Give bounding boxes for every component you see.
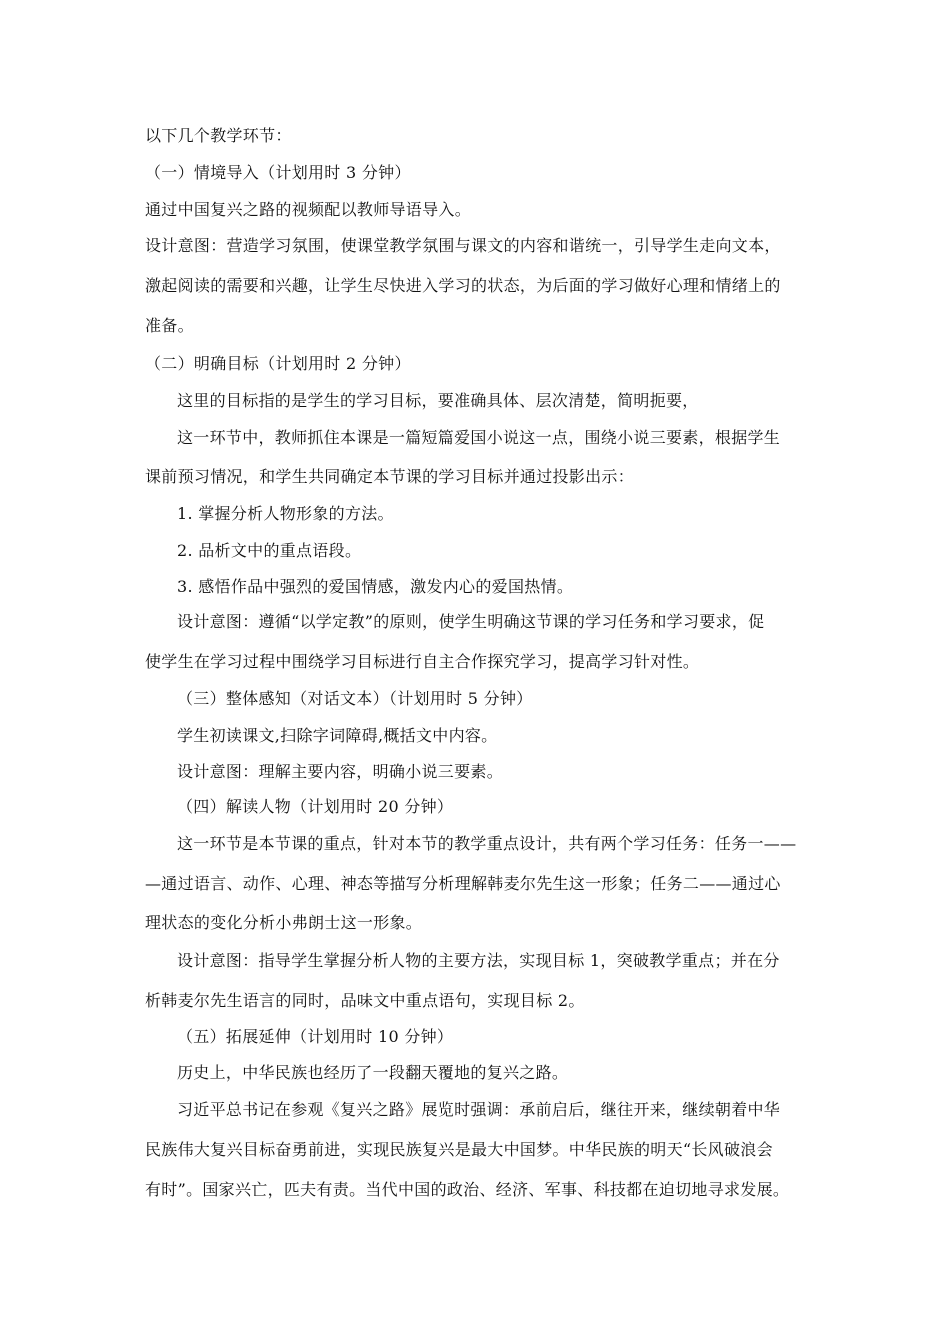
list-item: 1. 掌握分析人物形象的方法。: [177, 504, 394, 523]
text-line: 以下几个教学环节：: [145, 126, 292, 145]
text-line: —通过语言、动作、心理、神态等描写分析理解韩麦尔先生这一形象；任务二——通过心: [145, 874, 781, 893]
text-line: 设计意图：营造学习氛围，使课堂教学氛围与课文的内容和谐统一，引导学生走向文本，: [145, 236, 781, 255]
text-line: 有时”。国家兴亡，匹夫有责。当代中国的政治、经济、军事、科技都在迫切地寻求发展。: [145, 1180, 790, 1199]
text-line: 使学生在学习过程中围绕学习目标进行自主合作探究学习，提高学习针对性。: [145, 652, 700, 671]
text-line: 学生初读课文,扫除字词障碍,概括文中内容。: [177, 726, 498, 745]
text-line: 通过中国复兴之路的视频配以教师导语导入。: [145, 200, 472, 219]
section-heading: （五）拓展延伸（计划用时 10 分钟）: [177, 1027, 454, 1046]
text-line: 激起阅读的需要和兴趣，让学生尽快进入学习的状态，为后面的学习做好心理和情绪上的: [145, 276, 781, 295]
text-line: 这一环节中，教师抓住本课是一篇短篇爱国小说这一点，围绕小说三要素，根据学生: [177, 428, 781, 447]
section-heading: （四）解读人物（计划用时 20 分钟）: [177, 797, 454, 816]
text-line: 课前预习情况，和学生共同确定本节课的学习目标并通过投影出示：: [145, 467, 635, 486]
text-line: 民族伟大复兴目标奋勇前进，实现民族复兴是最大中国梦。中华民族的明天“长风破浪会: [145, 1140, 773, 1159]
text-line: 理状态的变化分析小弗朗士这一形象。: [145, 913, 423, 932]
list-item: 2. 品析文中的重点语段。: [177, 541, 362, 560]
text-line: 这里的目标指的是学生的学习目标，要准确具体、层次清楚，简明扼要，: [177, 391, 699, 410]
section-heading: （一）情境导入（计划用时 3 分钟）: [145, 163, 411, 182]
text-line: 设计意图：遵循“以学定教”的原则，使学生明确这节课的学习任务和学习要求，促: [177, 612, 765, 631]
text-line: 这一环节是本节课的重点，针对本节的教学重点设计，共有两个学习任务：任务一——: [177, 834, 797, 853]
list-item: 3. 感悟作品中强烈的爱国情感，激发内心的爱国热情。: [177, 577, 574, 596]
text-line: 析韩麦尔先生语言的同时，品味文中重点语句，实现目标 2。: [145, 991, 585, 1010]
text-line: 历史上，中华民族也经历了一段翻天覆地的复兴之路。: [177, 1063, 569, 1082]
text-line: 设计意图：理解主要内容，明确小说三要素。: [177, 762, 504, 781]
section-heading: （三）整体感知（对话文本）（计划用时 5 分钟）: [177, 689, 533, 708]
text-line: 习近平总书记在参观《复兴之路》展览时强调：承前启后，继往开来，继续朝着中华: [177, 1100, 781, 1119]
text-line: 准备。: [145, 316, 194, 335]
text-line: 设计意图：指导学生掌握分析人物的主要方法，实现目标 1，突破教学重点；并在分: [177, 951, 780, 970]
section-heading: （二）明确目标（计划用时 2 分钟）: [145, 354, 411, 373]
